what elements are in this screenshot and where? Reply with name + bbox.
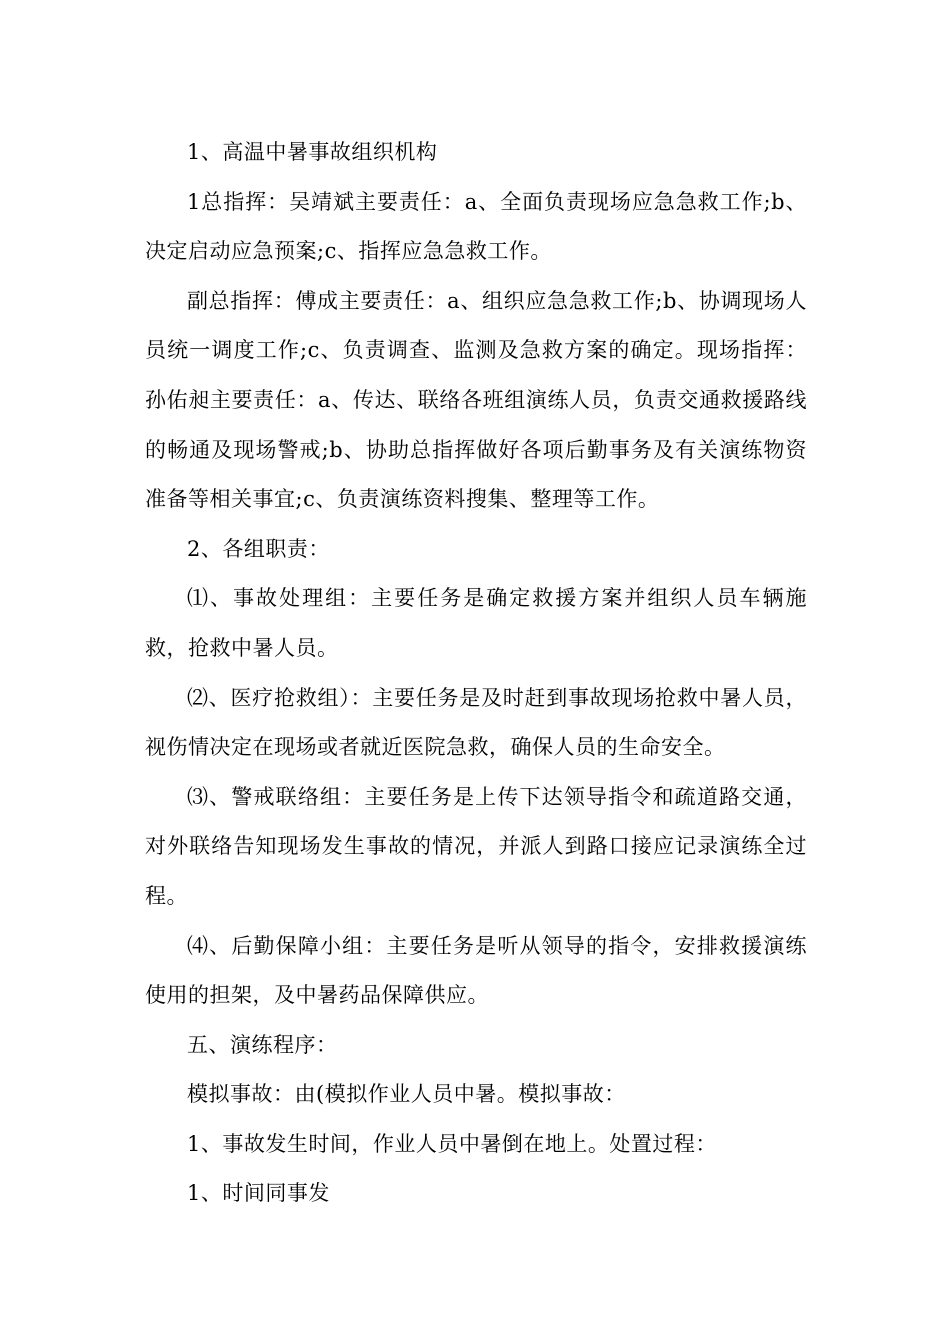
section-heading-organization: 1、高温中暑事故组织机构 — [187, 140, 438, 164]
section-heading-drill-procedure: 五、演练程序： — [187, 1032, 338, 1057]
paragraph-deputy-commander: 副总指挥：傅成主要责任：a、组织应急急救工作;b、协调现场人员统一调度工作;c、负责调查、监测及急救方案的确定。现场指挥：孙佑昶主要责任：a、传达、联络各班组演练人员，负责交通救援路线的畅通及现场警戒;b、协助总指挥做好各项后勤事务及有关演练物资准备等相关事宜;c、负责演练资料搜集、整理等工作。 — [145, 288, 807, 512]
paragraph-accident-time: 1、事故发生时间，作业人员中暑倒在地上。处置过程： — [187, 1131, 717, 1156]
paragraph-simulated-accident: 模拟事故：由(模拟作业人员中暑。模拟事故： — [187, 1082, 626, 1107]
paragraph-commander: 1总指挥：吴靖斌主要责任：a、全面负责现场应急急救工作;b、决定启动应急预案;c、指挥应急急救工作。 — [145, 189, 807, 264]
section-heading-group-duties: 2、各组职责： — [187, 536, 330, 561]
document-body — [145, 128, 807, 1219]
paragraph-medical-rescue-group: ⑵、医疗抢救组）：主要任务是及时赶到事故现场抢救中暑人员，视伤情决定在现场或者就近医院急救，确保人员的生命安全。 — [145, 685, 807, 760]
paragraph-accident-handling-group: ⑴、事故处理组：主要任务是确定救援方案并组织人员车辆施救，抢救中暑人员。 — [145, 586, 807, 660]
paragraph-time-colleague: 1、时间同事发 — [187, 1181, 330, 1206]
paragraph-security-liaison-group: ⑶、警戒联络组：主要任务是上传下达领导指令和疏道路交通，对外联络告知现场发生事故的情况，并派人到路口接应记录演练全过程。 — [145, 784, 807, 908]
paragraph-logistics-group: ⑷、后勤保障小组：主要任务是听从领导的指令，安排救援演练使用的担架，及中暑药品保障供应。 — [145, 933, 807, 1008]
